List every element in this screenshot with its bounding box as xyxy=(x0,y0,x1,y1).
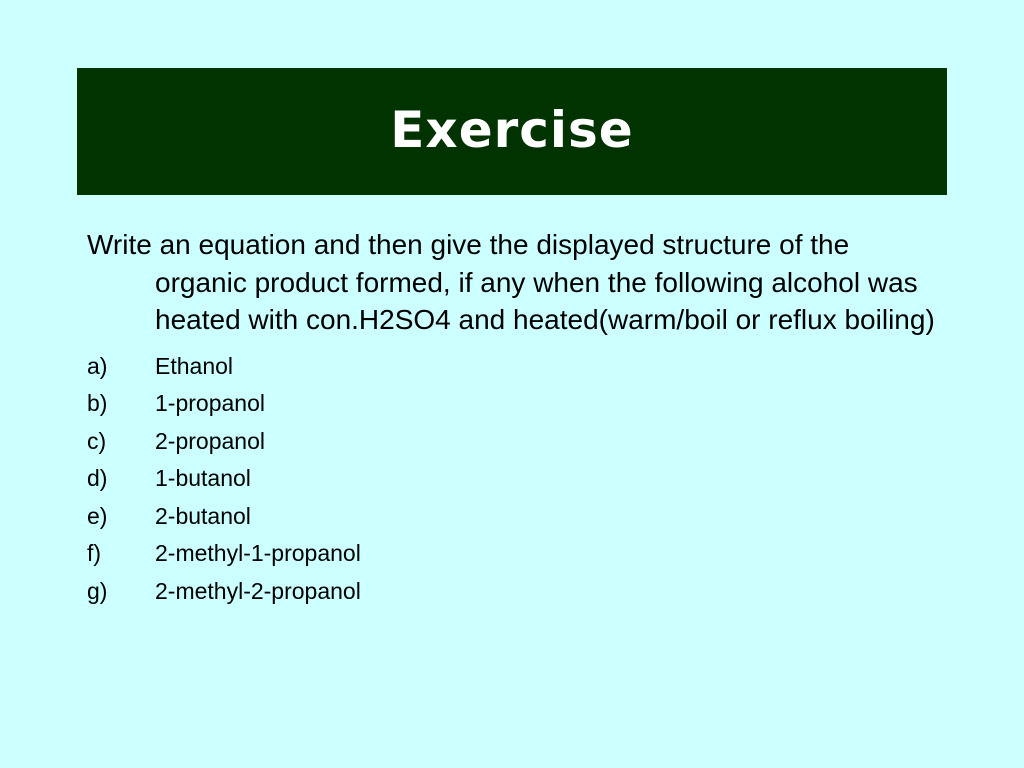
list-item-marker: c) xyxy=(87,427,107,454)
list-item xyxy=(87,573,947,611)
list-item xyxy=(87,535,947,573)
list-item-text: 2-methyl-2-propanol xyxy=(155,577,361,604)
list-item-text: Ethanol xyxy=(155,352,234,379)
list-item xyxy=(87,460,947,498)
list-item xyxy=(87,385,947,423)
list-item xyxy=(87,423,947,461)
list-item xyxy=(87,348,947,386)
title-bar xyxy=(77,68,947,195)
list-item-marker: b) xyxy=(87,390,108,416)
list-item-marker: e) xyxy=(87,502,108,529)
list-item-marker: f) xyxy=(87,540,102,566)
list-item-text: 1-butanol xyxy=(155,465,251,491)
list-item-text: 2-propanol xyxy=(155,427,265,454)
list-item-text: 2-methyl-1-propanol xyxy=(155,540,361,566)
list-item-text: 1-propanol xyxy=(155,390,265,416)
list-item xyxy=(87,498,947,536)
list-item-text: 2-butanol xyxy=(155,502,251,529)
list-item-marker: d) xyxy=(87,465,108,491)
exercise-instructions: Write an equation and then give the displayed structure of the organic product formed, if any when the following alcohol was heated with con.H2SO4 and heated(warm/boil or reflux boiling) xyxy=(87,229,935,335)
alcohol-list xyxy=(87,348,947,611)
list-item-marker: g) xyxy=(87,577,108,604)
slide-content xyxy=(87,226,947,610)
slide-title: Exercise xyxy=(390,100,634,159)
list-item-marker: a) xyxy=(87,352,108,379)
